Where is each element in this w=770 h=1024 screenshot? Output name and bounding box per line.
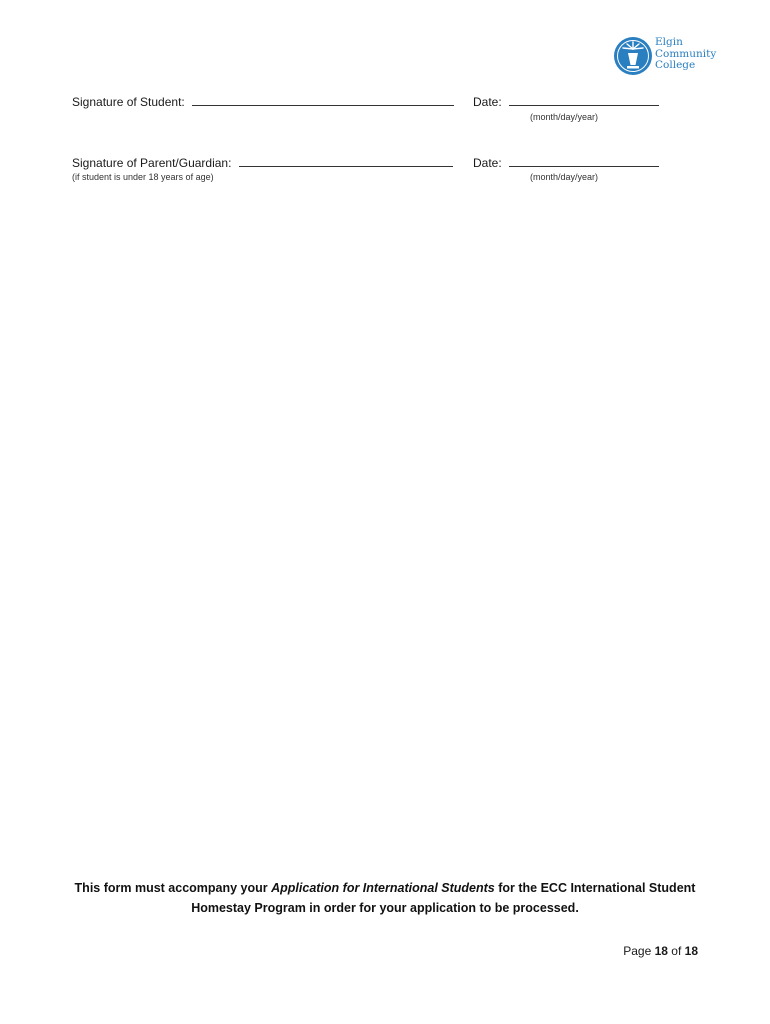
parent-date-label: Date: bbox=[473, 156, 502, 170]
parent-age-note: (if student is under 18 years of age) bbox=[72, 172, 214, 182]
page-current: 18 bbox=[654, 944, 668, 958]
notice-text-start: This form must accompany your bbox=[74, 881, 272, 895]
student-date-field[interactable] bbox=[509, 95, 659, 106]
logo-line-elgin: Elgin bbox=[655, 36, 683, 48]
student-date-row bbox=[473, 95, 659, 109]
parent-signature-row bbox=[72, 156, 453, 170]
parent-date-hint: (month/day/year) bbox=[530, 172, 599, 182]
parent-signature-field[interactable] bbox=[239, 156, 453, 167]
parent-date-row bbox=[473, 156, 659, 170]
student-date-hint: (month/day/year) bbox=[530, 112, 599, 122]
submission-notice bbox=[70, 878, 700, 918]
notice-text-end: for the ECC International Student Homestay Program in order for your application to be processed. bbox=[191, 881, 696, 915]
logo-line-community: Community bbox=[655, 47, 717, 60]
student-signature-label: Signature of Student: bbox=[72, 95, 185, 109]
page-separator: of bbox=[667, 944, 685, 958]
student-date-label: Date: bbox=[473, 95, 502, 109]
logo-line-college: College bbox=[655, 59, 696, 71]
college-logo bbox=[613, 36, 723, 80]
parent-date-field[interactable] bbox=[509, 156, 659, 167]
page-total: 18 bbox=[684, 944, 698, 958]
page-prefix: Page bbox=[623, 944, 655, 958]
notice-application-title: Application for International Students bbox=[271, 881, 495, 895]
elgin-torch-seal-icon bbox=[613, 36, 653, 76]
student-signature-row bbox=[72, 95, 454, 109]
page-number bbox=[623, 944, 698, 958]
logo-wordmark bbox=[655, 37, 716, 72]
student-signature-field[interactable] bbox=[192, 95, 454, 106]
parent-signature-label: Signature of Parent/Guardian: bbox=[72, 156, 232, 170]
